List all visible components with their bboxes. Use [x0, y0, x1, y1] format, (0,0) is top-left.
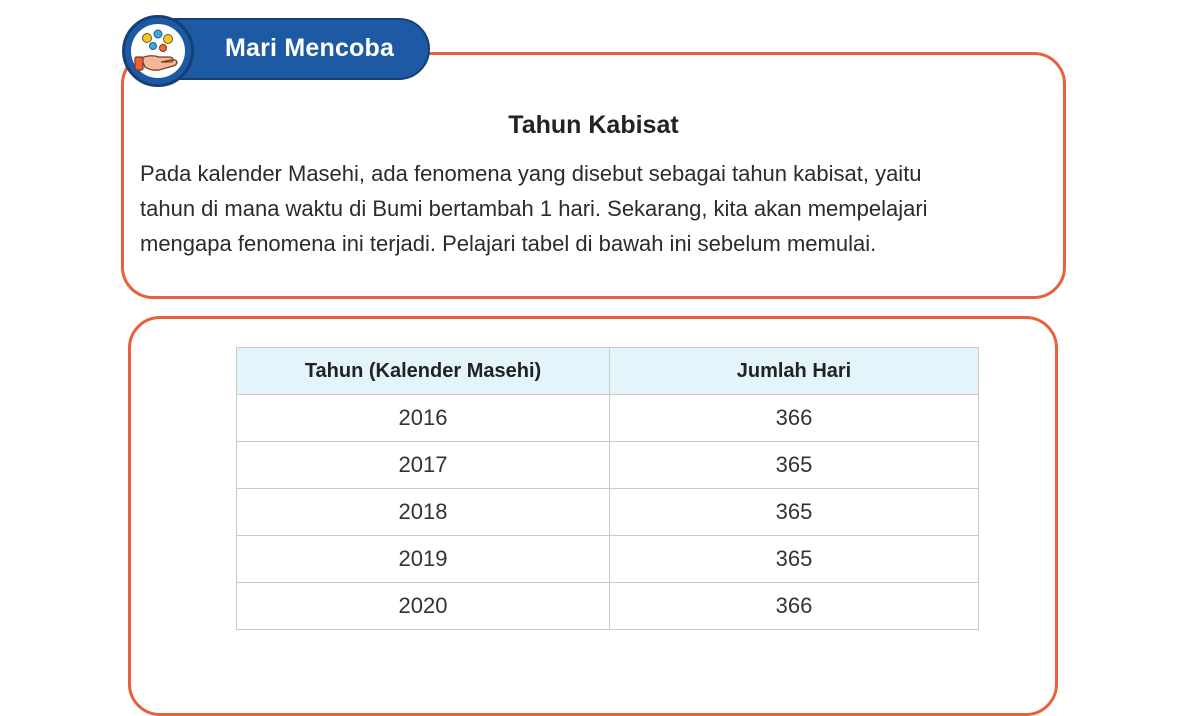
days-cell: 365 [610, 442, 979, 489]
intro-line: tahun di mana waktu di Bumi bertambah 1 hari. Sekarang, kita akan mempelajari [140, 196, 928, 221]
leap-year-table [236, 347, 979, 630]
intro-line: mengapa fenomena ini terjadi. Pelajari tabel di bawah ini sebelum memulai. [140, 231, 877, 256]
days-cell: 365 [610, 489, 979, 536]
year-cell: 2016 [237, 395, 610, 442]
year-cell: 2017 [237, 442, 610, 489]
table-header-row [237, 348, 979, 395]
badge-label: Mari Mencoba [225, 34, 395, 62]
hand-with-coins-icon [131, 24, 185, 78]
days-cell: 365 [610, 536, 979, 583]
year-cell: 2019 [237, 536, 610, 583]
year-cell: 2020 [237, 583, 610, 630]
column-header-days: Jumlah Hari [610, 348, 979, 395]
intro-line: Pada kalender Masehi, ada fenomena yang disebut sebagai tahun kabisat, yaitu [140, 161, 922, 186]
table-row [237, 442, 979, 489]
page-title: Tahun Kabisat [508, 111, 679, 139]
days-cell: 366 [610, 583, 979, 630]
days-cell: 366 [610, 395, 979, 442]
intro-paragraph [140, 156, 1060, 261]
badge-circle [122, 15, 194, 87]
table-row [237, 395, 979, 442]
column-header-year: Tahun (Kalender Masehi) [237, 348, 610, 395]
year-cell: 2018 [237, 489, 610, 536]
mari-mencoba-badge [122, 15, 432, 85]
table-row [237, 489, 979, 536]
table-row [237, 536, 979, 583]
table-row [237, 583, 979, 630]
